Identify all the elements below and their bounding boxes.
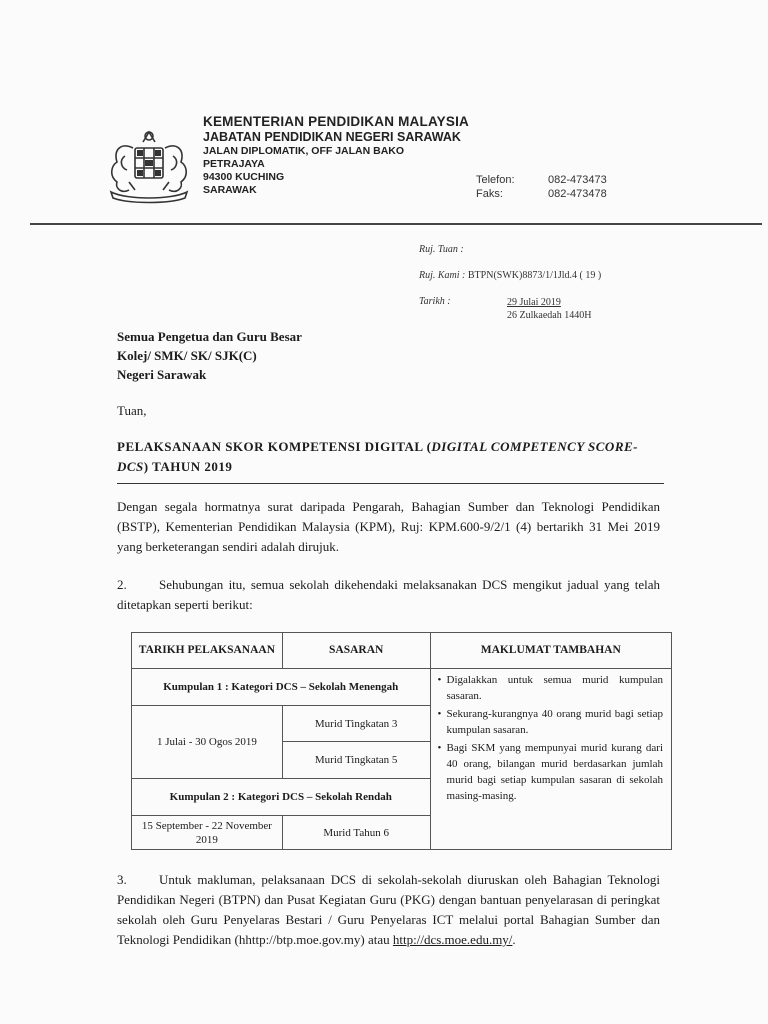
letterhead (203, 114, 469, 197)
group-1-heading: Kumpulan 1 : Kategori DCS – Sekolah Menengah (132, 669, 431, 706)
paragraph-end: . (512, 932, 516, 947)
letter-date (507, 296, 591, 322)
your-reference-label: Ruj. Tuan : (419, 244, 464, 255)
subject-italic: DIGITAL COMPETENCY SCORE-DCS (117, 439, 638, 474)
address-line: SARAWAK (203, 184, 257, 196)
target-cell: Murid Tahun 6 (282, 816, 430, 850)
schedule-table (131, 632, 672, 850)
ministry-name: KEMENTERIAN PENDIDIKAN MALAYSIA (203, 114, 469, 129)
paragraph-text: Sehubungan itu, semua sekolah dikehendaki melaksanakan DCS mengikut jadual yang telah ditetapkan seperti berikut: (117, 577, 660, 612)
paragraph-number: 2. (117, 577, 127, 592)
list-item: • Digalakkan untuk semua murid kumpulan sasaran. (447, 672, 663, 704)
fax-number: 082-473478 (548, 188, 607, 200)
our-reference-value: BTPN(SWK)8873/1/1Jld.4 ( 19 ) (467, 270, 602, 281)
paragraph-text: Untuk makluman, pelaksanaan DCS di sekolah-sekolah diuruskan oleh Bahagian Teknologi Pendidikan Negeri (BTPN) dan Pusat Kegiatan Guru (PKG) dengan bantuan penyelarasan di peringkat sekolah oleh Guru Penyelaras Bestari / Guru Penyelaras ICT melalui portal Bahagian Sumber dan Teknologi Pendidikan (hhttp://btp.moe.gov.my) atau (117, 872, 660, 947)
recipient-block (117, 327, 302, 384)
subject-part: PELAKSANAAN SKOR KOMPETENSI DIGITAL ( (117, 439, 432, 454)
hijri-date: 26 Zulkaedah 1440H (507, 310, 592, 321)
recipient-line: Semua Pengetua dan Guru Besar (117, 329, 302, 344)
list-item: • Bagi SKM yang mempunyai murid kurang dari 40 orang, bilangan murid berdasarkan jumlah murid bagi setiap kumpulan sasaran di sekolah masing-masing. (447, 740, 663, 804)
paragraph-3 (117, 870, 660, 950)
contact-values (548, 173, 607, 201)
target-cell: Murid Tingkatan 5 (282, 742, 430, 779)
additional-info-cell (430, 669, 671, 850)
recipient-line: Kolej/ SMK/ SK/ SJK(C) (117, 348, 257, 363)
letterhead-divider (30, 223, 762, 225)
target-cell: Murid Tingkatan 3 (282, 706, 430, 742)
fax-label: Faks: (476, 188, 503, 200)
paragraph-1: Dengan segala hormatnya surat daripada Pengarah, Bahagian Sumber dan Teknologi Pendidikan (BSTP), Kementerian Pendidikan Malaysia (KPM), Ruj: KPM.600-9/2/1 (4) bertarikh 31 Mei 2019 yang berketerangan sendiri adalah dirujuk. (117, 499, 660, 554)
group-2-heading: Kumpulan 2 : Kategori DCS – Sekolah Rendah (132, 779, 431, 816)
our-reference (419, 270, 601, 281)
list-item: • Sekurang-kurangnya 40 orang murid bagi setiap kumpulan sasaran. (447, 706, 663, 738)
address-line: 94300 KUCHING (203, 171, 285, 183)
address-line: PETRAJAYA (203, 158, 265, 170)
malaysia-coat-of-arms-logo (103, 126, 195, 206)
group-1-date: 1 Julai - 30 Ogos 2019 (132, 706, 283, 779)
recipient-line: Negeri Sarawak (117, 367, 207, 382)
subject-part: ) TAHUN 2019 (143, 459, 233, 474)
group-2-date: 15 September - 22 November 2019 (132, 816, 283, 850)
salutation: Tuan, (117, 403, 147, 418)
phone-label: Telefon: (476, 174, 515, 186)
address-line: JALAN DIPLOMATIK, OFF JALAN BAKO (203, 145, 405, 157)
table-header-row (132, 633, 672, 669)
dcs-portal-link[interactable]: http://dcs.moe.edu.my/ (392, 932, 513, 947)
column-header: MAKLUMAT TAMBAHAN (430, 633, 671, 669)
column-header: TARIKH PELAKSANAAN (132, 633, 283, 669)
phone-number: 082-473473 (548, 174, 607, 186)
paragraph-number: 3. (117, 872, 127, 887)
column-header: SASARAN (282, 633, 430, 669)
contact-labels (476, 173, 515, 201)
gregorian-date: 29 Julai 2019 (507, 297, 561, 308)
date-label: Tarikh : (419, 296, 451, 307)
notes-list (437, 672, 663, 804)
subject-title (117, 437, 660, 477)
our-reference-label: Ruj. Kami : (419, 270, 466, 281)
paragraph-2 (117, 575, 660, 615)
department-name: JABATAN PENDIDIKAN NEGERI SARAWAK (203, 130, 461, 144)
subject-underline (117, 483, 664, 484)
table-row (132, 669, 672, 706)
